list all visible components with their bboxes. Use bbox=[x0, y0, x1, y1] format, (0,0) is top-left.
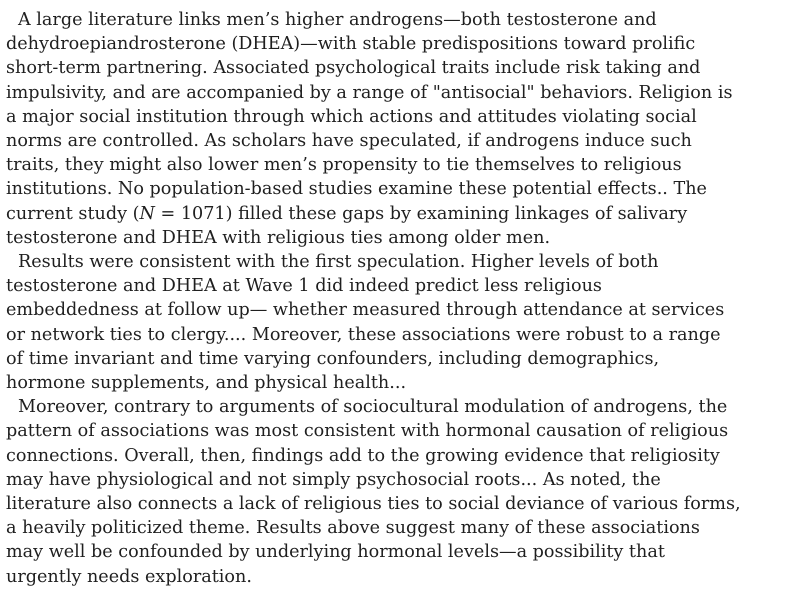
text-line: impulsivity, and are accompanied by a range of "antisocial" behaviors. Religion is bbox=[6, 82, 733, 103]
italic-variable: N bbox=[139, 203, 155, 224]
text-line: testosterone and DHEA at Wave 1 did indeed predict less religious bbox=[6, 276, 602, 297]
text-line: traits, they might also lower men’s propensity to tie themselves to religious bbox=[6, 155, 682, 176]
text-line: pattern of associations was most consistent with hormonal causation of religious bbox=[6, 421, 729, 442]
text-line: urgently needs exploration. bbox=[6, 566, 252, 587]
text-line: A large literature links men’s higher androgens—both testosterone and bbox=[18, 10, 657, 30]
text-line: of time invariant and time varying confounders, including demographics, bbox=[6, 348, 660, 369]
text-line: embeddedness at follow up— whether measured through attendance at services bbox=[6, 300, 725, 321]
text-line: testosterone and DHEA with religious ties among older men. bbox=[6, 227, 551, 248]
text-line: hormone supplements, and physical health... bbox=[6, 373, 407, 394]
paragraph-1 bbox=[6, 8, 780, 250]
text-fragment: = 1071) filled these gaps by examining linkages of salivary bbox=[154, 203, 688, 224]
text-line: a heavily politicized theme. Results above suggest many of these associations bbox=[6, 518, 700, 539]
text-line: short-term partnering. Associated psychological traits include risk taking and bbox=[6, 58, 701, 79]
text-line: connections. Overall, then, findings add to the growing evidence that religiosity bbox=[6, 445, 720, 466]
text-line: or network ties to clergy.... Moreover, these associations were robust to a range bbox=[6, 324, 721, 345]
text-line-study-size bbox=[6, 202, 780, 226]
text-line: Moreover, contrary to arguments of sociocultural modulation of androgens, the bbox=[18, 397, 728, 418]
paragraph-2 bbox=[6, 250, 780, 395]
paragraph-3 bbox=[6, 395, 780, 589]
text-line: dehydroepiandrosterone (DHEA)—with stable predispositions toward prolific bbox=[6, 34, 696, 55]
text-line: may have physiological and not simply psychosocial roots... As noted, the bbox=[6, 469, 661, 490]
text-line: institutions. No population-based studies examine these potential effects.. The bbox=[6, 179, 707, 200]
text-line: Results were consistent with the first speculation. Higher levels of both bbox=[18, 252, 659, 273]
text-line: may well be confounded by underlying hormonal levels—a possibility that bbox=[6, 542, 665, 563]
text-line: norms are controlled. As scholars have speculated, if androgens induce such bbox=[6, 131, 692, 152]
text-fragment: current study ( bbox=[6, 203, 140, 224]
text-line: a major social institution through which actions and attitudes violating social bbox=[6, 106, 697, 127]
text-line: literature also connects a lack of religious ties to social deviance of various forms, bbox=[6, 494, 741, 515]
